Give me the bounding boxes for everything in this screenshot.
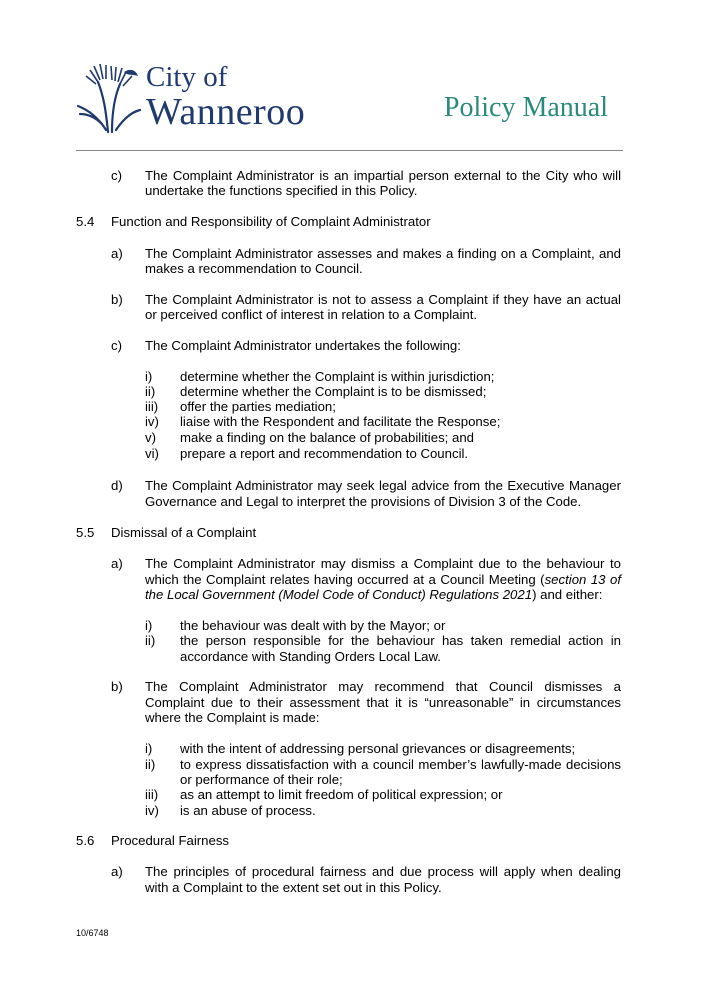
list-item-number: ii) bbox=[145, 384, 156, 399]
document-reference: 10/6748 bbox=[76, 928, 109, 938]
paragraph-line: which the Complaint relates having occurred at a Council Meeting (section 13 of bbox=[145, 572, 621, 587]
paragraph-line: the Local Government (Model Code of Conduct) Regulations 2021) and either: bbox=[145, 587, 603, 602]
list-item-number: ii) bbox=[145, 633, 156, 648]
paragraph-line: makes a recommendation to Council. bbox=[145, 261, 363, 276]
paragraph-line: The Complaint Administrator may recommend that Council dismisses a bbox=[145, 679, 621, 694]
list-item: prepare a report and recommendation to Council. bbox=[180, 446, 469, 461]
paragraph-line: Complaint due to their assessment that it is “unreasonable” in circumstances bbox=[145, 695, 621, 710]
list-item-number: iv) bbox=[145, 414, 159, 429]
section-heading: Dismissal of a Complaint bbox=[111, 525, 257, 540]
item-label: b) bbox=[111, 292, 123, 307]
paragraph-line: Governance and Legal to interpret the provisions of Division 3 of the Code. bbox=[145, 494, 582, 509]
list-item-number: i) bbox=[145, 369, 153, 384]
paragraph-line: or perceived conflict of interest in relation to a Complaint. bbox=[145, 307, 478, 322]
list-item-number: vi) bbox=[145, 446, 159, 461]
city-logo bbox=[76, 62, 336, 134]
list-item-number: i) bbox=[145, 741, 153, 756]
document-title: Policy Manual bbox=[443, 92, 608, 123]
list-item: as an attempt to limit freedom of political expression; or bbox=[180, 787, 503, 802]
list-item-continuation: accordance with Standing Orders Local Law. bbox=[180, 649, 441, 664]
paragraph-line: The Complaint Administrator is an impartial person external to the City who will bbox=[145, 168, 621, 183]
section-number: 5.4 bbox=[76, 214, 95, 229]
list-item-number: iv) bbox=[145, 803, 159, 818]
paragraph-line: The principles of procedural fairness and due process will apply when dealing bbox=[145, 864, 621, 879]
item-label: c) bbox=[111, 338, 122, 353]
list-item: is an abuse of process. bbox=[180, 803, 316, 818]
list-item-number: iii) bbox=[145, 787, 159, 802]
list-item: make a finding on the balance of probabilities; and bbox=[180, 430, 474, 445]
list-item-number: i) bbox=[145, 618, 153, 633]
list-item: to express dissatisfaction with a council member’s lawfully-made decisions bbox=[180, 757, 621, 772]
paragraph-line: The Complaint Administrator is not to assess a Complaint if they have an actual bbox=[145, 292, 621, 307]
logo-wanneroo-text: Wanneroo bbox=[146, 91, 306, 133]
list-item: the person responsible for the behaviour has taken remedial action in bbox=[180, 633, 621, 648]
section-heading: Function and Responsibility of Complaint Administrator bbox=[111, 214, 431, 229]
list-item: the behaviour was dealt with by the Mayor; or bbox=[180, 618, 446, 633]
paragraph-line: The Complaint Administrator undertakes the following: bbox=[145, 338, 461, 353]
paragraph-line: undertake the functions specified in this Policy. bbox=[145, 183, 418, 198]
list-item-continuation: or performance of their role; bbox=[180, 772, 343, 787]
item-label: c) bbox=[111, 168, 122, 183]
section-heading: Procedural Fairness bbox=[111, 833, 230, 848]
logo-city-text: City of bbox=[146, 61, 228, 93]
list-item: determine whether the Complaint is to be dismissed; bbox=[180, 384, 487, 399]
wanneroo-flower-icon bbox=[76, 62, 142, 134]
header-divider bbox=[76, 150, 623, 151]
item-label: a) bbox=[111, 864, 123, 879]
section-number: 5.6 bbox=[76, 833, 95, 848]
item-label: a) bbox=[111, 556, 123, 571]
item-label: d) bbox=[111, 478, 123, 493]
paragraph-line: with a Complaint to the extent set out in this Policy. bbox=[145, 880, 442, 895]
paragraph-line: The Complaint Administrator assesses and makes a finding on a Complaint, and bbox=[145, 246, 621, 261]
paragraph-line: The Complaint Administrator may seek legal advice from the Executive Manager bbox=[145, 478, 621, 493]
list-item: liaise with the Respondent and facilitate the Response; bbox=[180, 414, 501, 429]
item-label: a) bbox=[111, 246, 123, 261]
list-item-number: v) bbox=[145, 430, 156, 445]
paragraph-line: The Complaint Administrator may dismiss a Complaint due to the behaviour to bbox=[145, 556, 621, 571]
list-item: offer the parties mediation; bbox=[180, 399, 336, 414]
list-item: with the intent of addressing personal grievances or disagreements; bbox=[180, 741, 576, 756]
list-item-number: iii) bbox=[145, 399, 159, 414]
list-item: determine whether the Complaint is within jurisdiction; bbox=[180, 369, 495, 384]
list-item-number: ii) bbox=[145, 757, 156, 772]
section-number: 5.5 bbox=[76, 525, 95, 540]
item-label: b) bbox=[111, 679, 123, 694]
paragraph-line: where the Complaint is made: bbox=[145, 710, 320, 725]
